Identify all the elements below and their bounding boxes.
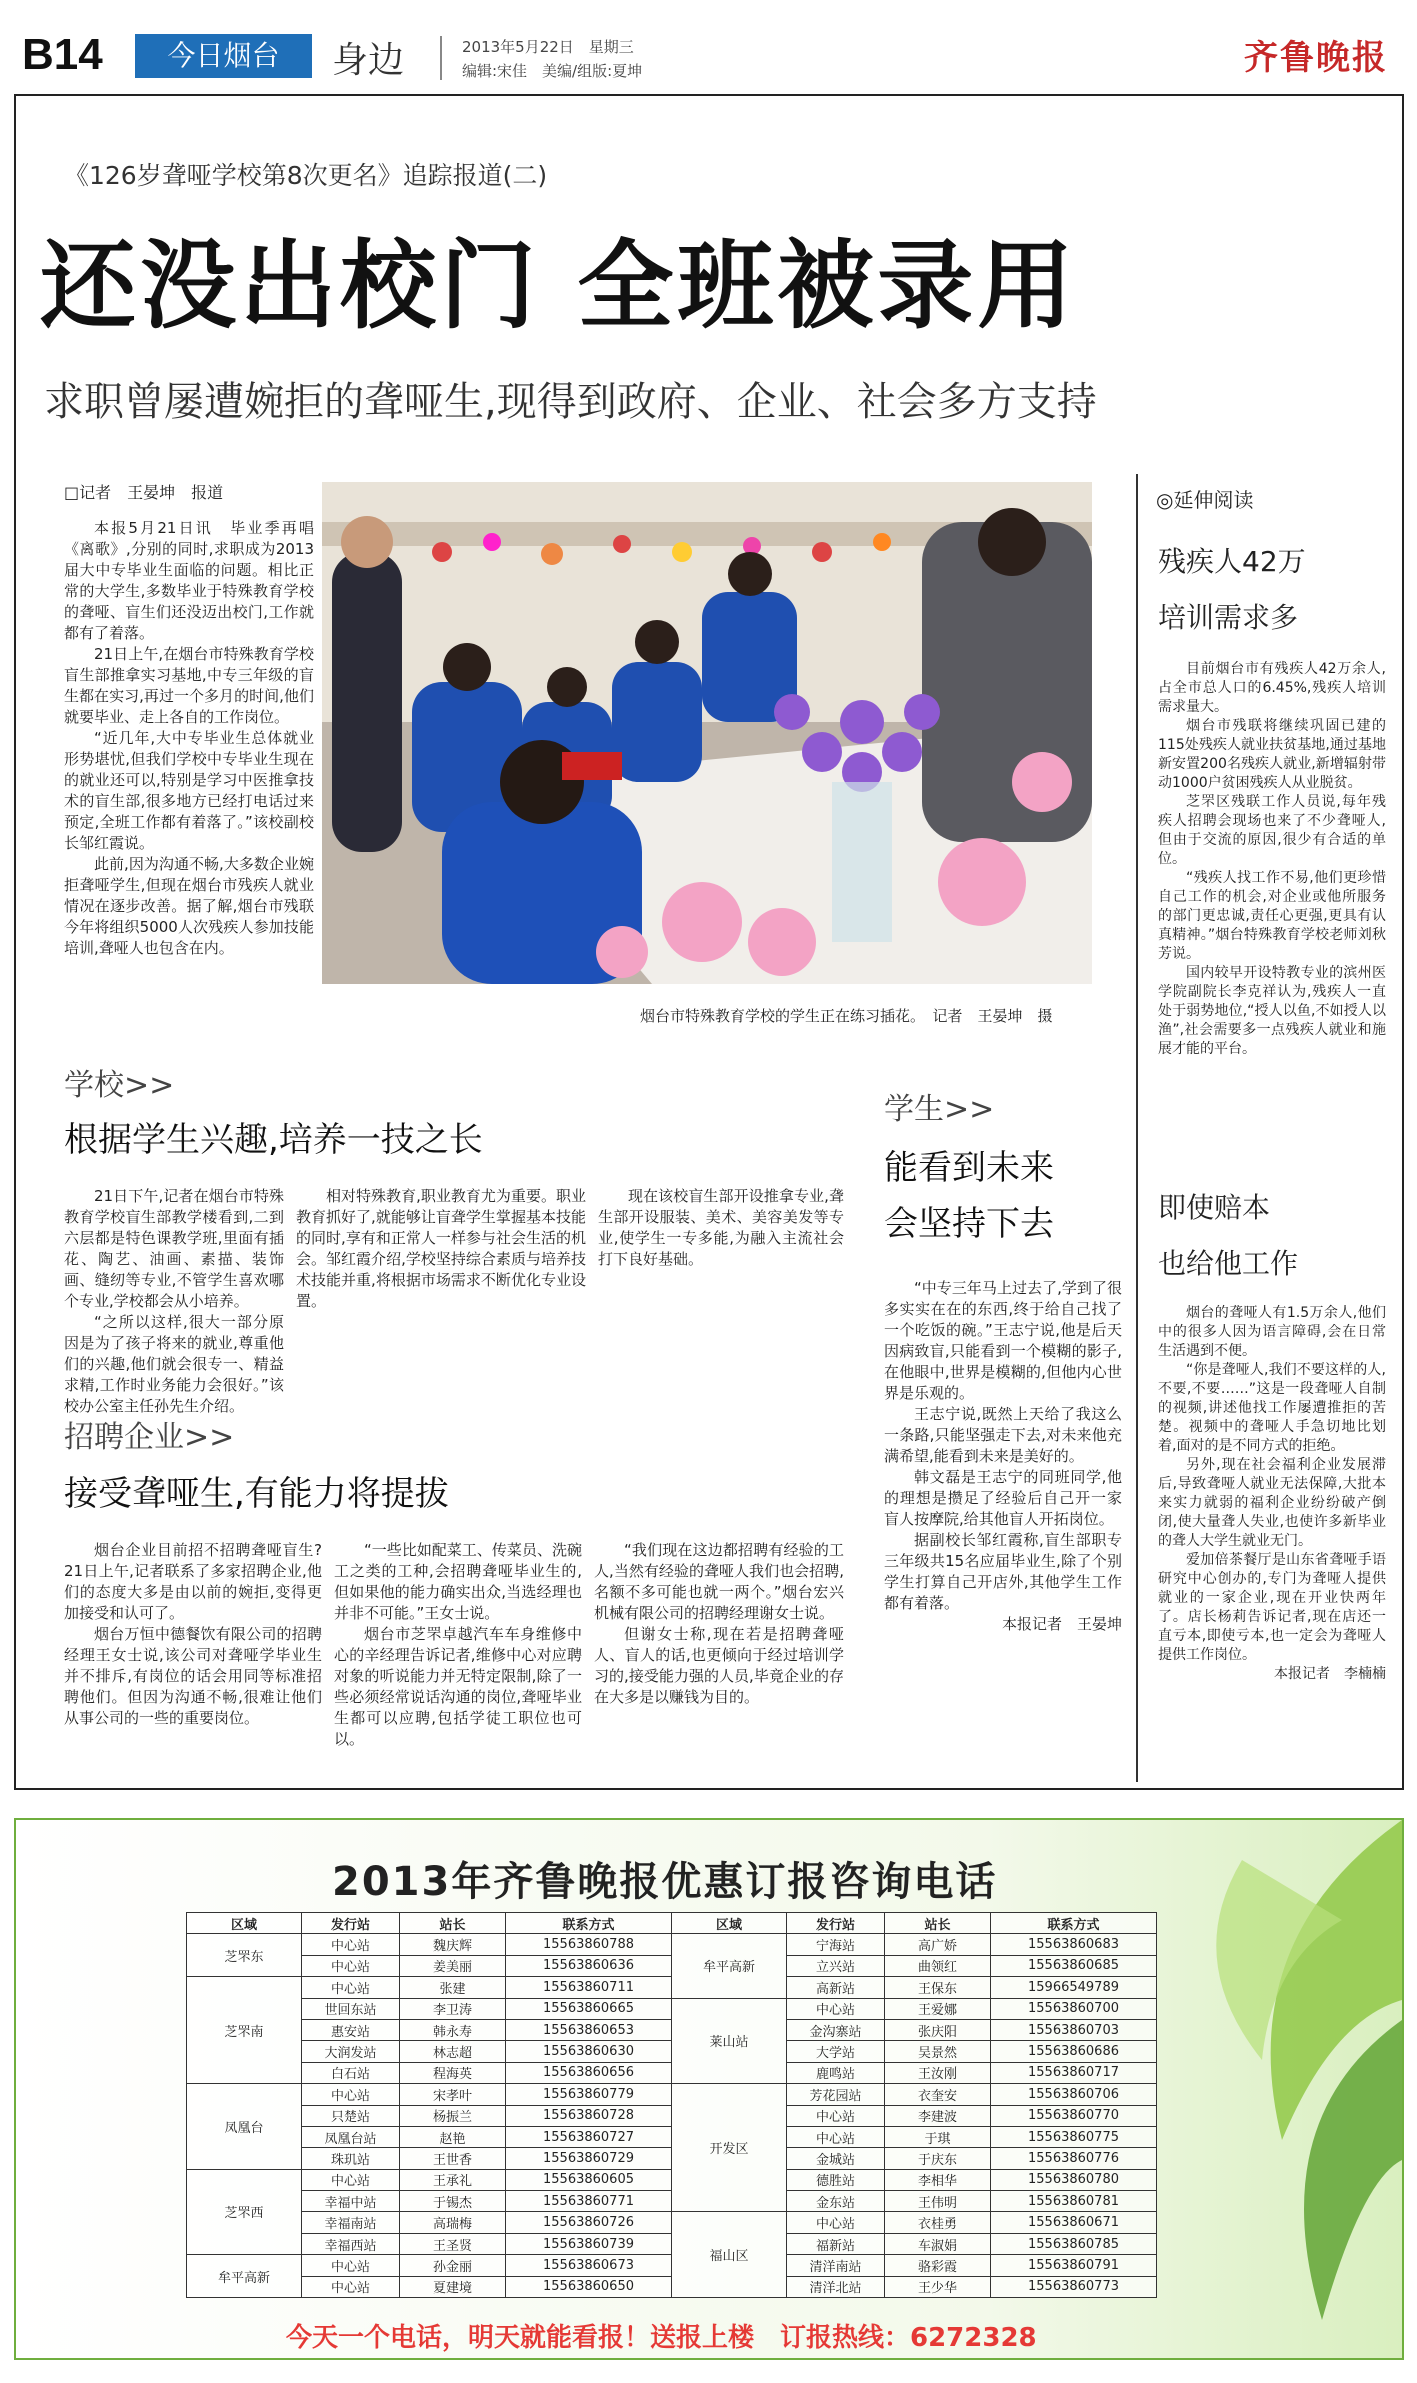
station-cell: 金沟寨站 (787, 2019, 885, 2040)
sidebar-heading-1a: 残疾人42万 (1158, 545, 1306, 578)
paragraph: 芝罘区残联工作人员说,每年残疾人招聘会现场也来了不少聋哑人,但由于交流的原因,很少有合适的单位。 (1158, 794, 1386, 867)
section-heading-school: 根据学生兴趣,培养一技之长 (64, 1120, 483, 1160)
article-byline: □记者 王晏坤 报道 (64, 483, 224, 502)
table-row (187, 2084, 1157, 2105)
manager-cell: 魏庆辉 (400, 1934, 506, 1955)
station-cell: 惠安站 (302, 2019, 400, 2040)
manager-cell: 孙金丽 (400, 2255, 506, 2276)
phone-cell: 15563860729 (506, 2148, 672, 2169)
manager-cell: 衣奎安 (885, 2084, 991, 2105)
section-school-col1 (64, 1186, 284, 1417)
phone-cell: 15563860673 (506, 2255, 672, 2276)
manager-cell: 李卫涛 (400, 1998, 506, 2019)
phone-cell: 15563860685 (991, 1955, 1157, 1976)
section-employers-col1 (64, 1540, 322, 1729)
section-school-col2 (296, 1186, 586, 1312)
section-tag-school: 学校>> (64, 1068, 175, 1103)
column-header: 站长 (885, 1913, 991, 1934)
station-cell: 中心站 (787, 1998, 885, 2019)
lead-column (64, 518, 314, 959)
station-cell: 中心站 (787, 2105, 885, 2126)
table-header-row (187, 1913, 1157, 1934)
manager-cell: 王伟明 (885, 2191, 991, 2212)
area-cell: 芝罘西 (187, 2169, 302, 2255)
area-cell: 莱山站 (672, 1998, 787, 2084)
table-row (187, 2212, 1157, 2233)
station-cell: 中心站 (302, 1977, 400, 1998)
phone-cell: 15563860770 (991, 2105, 1157, 2126)
ad-title: 2013年齐鲁晚报优惠订报咨询电话 (332, 1859, 998, 1905)
manager-cell: 王保东 (885, 1977, 991, 1998)
section-school-col3 (598, 1186, 844, 1270)
area-cell: 芝罘东 (187, 1934, 302, 1977)
paragraph: “一些比如配菜工、传菜员、洗碗工之类的工种,会招聘聋哑毕业生的,但如果他的能力确实出众,当选经理也并非不可能。”王女士说。 (334, 1541, 582, 1622)
phone-cell: 15563860665 (506, 1998, 672, 2019)
phone-cell: 15563860739 (506, 2233, 672, 2254)
paragraph: 爱加倍茶餐厅是山东省聋哑手语研究中心创办的,专门为聋哑人提供就业的一家企业,现在开业快两年了。店长杨莉告诉记者,现在店还一直亏本,即使亏本,也一定会为聋哑人提供工作岗位。 (1158, 1552, 1386, 1663)
phone-cell: 15563860656 (506, 2062, 672, 2083)
station-cell: 高新站 (787, 1977, 885, 1998)
paragraph: 目前烟台市有残疾人42万余人,占全市总人口的6.45%,残疾人培训需求量大。 (1158, 661, 1386, 715)
section-tag-students: 学生>> (884, 1092, 995, 1127)
subscription-ad (14, 1818, 1404, 2360)
phone-cell: 15563860779 (506, 2084, 672, 2105)
sidebar-body-1 (1158, 660, 1386, 1059)
area-cell: 芝罘南 (187, 1977, 302, 2084)
column-header: 联系方式 (991, 1913, 1157, 1934)
station-cell: 幸福南站 (302, 2212, 400, 2233)
manager-cell: 王承礼 (400, 2169, 506, 2190)
phone-cell: 15966549789 (991, 1977, 1157, 1998)
station-cell: 鹿鸣站 (787, 2062, 885, 2083)
paragraph: 本报5月21日讯 毕业季再唱《离歌》,分别的同时,求职成为2013届大中专毕业生面临的问题。相比正常的大学生,多数毕业于特殊教育学校的聋哑、盲生们还没迈出校门,工作就都有了着落。 (64, 519, 314, 642)
header-divider (440, 36, 442, 80)
paragraph: 相对特殊教育,职业教育尤为重要。职业教育抓好了,就能够让盲聋学生掌握基本技能的同时,享有和正常人一样参与社会生活的机会。邹红霞介绍,学校坚持综合素质与培养技术技能并重,将根据市场需求不断优化专业设置。 (296, 1187, 586, 1310)
paragraph: “中专三年马上过去了,学到了很多实实在在的东西,终于给自己找了一个吃饭的碗。”王志宁说,他是后天因病致盲,只能看到一个模糊的影子,在他眼中,世界是模糊的,但他内心世界是乐观的。 (884, 1279, 1122, 1402)
paragraph: “残疾人找工作不易,他们更珍惜自己工作的机会,对企业或他所服务的部门更忠诚,责任心更强,更具有认真精神。”烟台特殊教育学校老师刘秋芳说。 (1158, 870, 1386, 962)
manager-cell: 李建波 (885, 2105, 991, 2126)
phone-cell: 15563860791 (991, 2255, 1157, 2276)
phone-cell: 15563860788 (506, 1934, 672, 1955)
manager-cell: 于琪 (885, 2126, 991, 2147)
manager-cell: 姜美丽 (400, 1955, 506, 1976)
station-cell: 幸福中站 (302, 2191, 400, 2212)
flower-class-photo (322, 482, 1092, 984)
page-number: B14 (22, 30, 103, 79)
station-cell: 福新站 (787, 2233, 885, 2254)
phone-cell: 15563860781 (991, 2191, 1157, 2212)
station-cell: 中心站 (302, 2276, 400, 2297)
phone-cell: 15563860636 (506, 1955, 672, 1976)
station-cell: 中心站 (302, 1955, 400, 1976)
paragraph: 烟台万恒中德餐饮有限公司的招聘经理王女士说,该公司对聋哑学毕业生并不排斥,有岗位的话会用同等标准招聘他们。但因为沟通不畅,很难让他们从事公司的一些的重要岗位。 (64, 1625, 322, 1727)
area-cell: 凤凰台 (187, 2084, 302, 2170)
phone-cell: 15563860726 (506, 2212, 672, 2233)
paragraph: 王志宁说,既然上天给了我这么一条路,只能坚强走下去,对未来他充满希望,能看到未来是美好的。 (884, 1405, 1122, 1465)
manager-cell: 衣桂勇 (885, 2212, 991, 2233)
table-row (187, 1998, 1157, 2019)
station-cell: 金城站 (787, 2148, 885, 2169)
section-tag-employers: 招聘企业>> (64, 1420, 235, 1455)
manager-cell: 张庆阳 (885, 2019, 991, 2040)
editor-credits: 编辑:宋佳 美编/组版:夏坤 (462, 62, 643, 80)
phone-cell: 15563860671 (991, 2212, 1157, 2233)
area-cell: 牟平高新 (672, 1934, 787, 1998)
station-cell: 中心站 (787, 2212, 885, 2233)
paragraph: 韩文磊是王志宁的同班同学,他的理想是攒足了经验后自己开一家盲人按摩院,给其他盲人开拓岗位。 (884, 1468, 1122, 1528)
station-cell: 大润发站 (302, 2041, 400, 2062)
station-cell: 德胜站 (787, 2169, 885, 2190)
station-cell: 金东站 (787, 2191, 885, 2212)
manager-cell: 夏建境 (400, 2276, 506, 2297)
section-heading-students-1: 能看到未来 (884, 1148, 1054, 1188)
sidebar-body-2 (1158, 1304, 1386, 1684)
section-heading-students-2: 会坚持下去 (884, 1204, 1054, 1244)
station-cell: 中心站 (302, 2169, 400, 2190)
newspaper-logo: 齐鲁晚报 (1244, 38, 1388, 78)
column-header: 发行站 (787, 1913, 885, 1934)
column-header: 联系方式 (506, 1913, 672, 1934)
phone-cell: 15563860711 (506, 1977, 672, 1998)
manager-cell: 王汝刚 (885, 2062, 991, 2083)
paragraph: 现在该校盲生部开设推拿专业,聋生部开设服装、美术、美容美发等专业,使学生一专多能,为融入主流社会打下良好基础。 (598, 1187, 844, 1268)
section-heading-employers: 接受聋哑生,有能力将提拔 (64, 1474, 449, 1514)
photo-illustration (322, 482, 1092, 984)
station-cell: 中心站 (302, 1934, 400, 1955)
station-cell: 中心站 (787, 2126, 885, 2147)
manager-cell: 王爱娜 (885, 1998, 991, 2019)
manager-cell: 张建 (400, 1977, 506, 1998)
table-row (187, 1934, 1157, 1955)
column-header: 站长 (400, 1913, 506, 1934)
page-header (22, 30, 1398, 90)
phone-cell: 15563860776 (991, 2148, 1157, 2169)
phone-cell: 15563860771 (506, 2191, 672, 2212)
phone-cell: 15563860653 (506, 2019, 672, 2040)
column-header: 区域 (187, 1913, 302, 1934)
paragraph: 此前,因为沟通不畅,大多数企业婉拒聋哑学生,但现在烟台市残疾人就业情况在逐步改善。据了解,烟台市残联今年将组织5000人次残疾人参加技能培训,聋哑人也包含在内。 (64, 855, 314, 957)
manager-cell: 韩永寿 (400, 2019, 506, 2040)
phone-cell: 15563860717 (991, 2062, 1157, 2083)
column-header: 区域 (672, 1913, 787, 1934)
column-badge: 今日烟台 (135, 34, 312, 78)
reporter-signature: 本报记者 李楠楠 (1274, 1666, 1386, 1682)
area-cell: 开发区 (672, 2084, 787, 2212)
manager-cell: 赵艳 (400, 2126, 506, 2147)
paragraph: 烟台的聋哑人有1.5万余人,他们中的很多人因为语言障碍,会在日常生活遇到不便。 (1158, 1305, 1386, 1359)
station-cell: 清洋南站 (787, 2255, 885, 2276)
manager-cell: 曲领红 (885, 1955, 991, 1976)
ad-hotline: 今天一个电话，明天就能看报！送报上楼 订报热线：6272328 (286, 2323, 1037, 2353)
section-employers-col3 (594, 1540, 844, 1708)
manager-cell: 王世香 (400, 2148, 506, 2169)
manager-cell: 王少华 (885, 2276, 991, 2297)
phone-cell: 15563860727 (506, 2126, 672, 2147)
station-cell: 大学站 (787, 2041, 885, 2062)
phone-cell: 15563860700 (991, 1998, 1157, 2019)
manager-cell: 宋孝叶 (400, 2084, 506, 2105)
reporter-signature: 本报记者 王晏坤 (1001, 1615, 1122, 1633)
article-kicker: 《126岁聋哑学校第8次更名》追踪报道(二) (64, 161, 548, 190)
section-students-body (884, 1278, 1122, 1635)
station-cell: 立兴站 (787, 1955, 885, 1976)
manager-cell: 于庆东 (885, 2148, 991, 2169)
manager-cell: 高瑞梅 (400, 2212, 506, 2233)
station-cell: 只楚站 (302, 2105, 400, 2126)
station-cell: 世回东站 (302, 1998, 400, 2019)
manager-cell: 杨振兰 (400, 2105, 506, 2126)
issue-date: 2013年5月22日 星期三 (462, 38, 634, 56)
paragraph: 国内较早开设特教专业的滨州医学院副院长李克祥认为,残疾人一直处于弱势地位,“授人以鱼,不如授人以渔”,社会需要多一点残疾人就业和施展才能的平台。 (1158, 965, 1386, 1057)
photo-caption: 烟台市特殊教育学校的学生正在练习插花。 记者 王晏坤 摄 (640, 1007, 1053, 1025)
phone-cell: 15563860686 (991, 2041, 1157, 2062)
sidebar-divider (1136, 474, 1138, 1782)
paragraph: 烟台市残联将继续巩固已建的115处残疾人就业扶贫基地,通过基地新安置200名残疾人就业,新增辐射带动1000户贫困残疾人从业脱贫。 (1158, 718, 1386, 791)
station-cell: 宁海站 (787, 1934, 885, 1955)
manager-cell: 于锡杰 (400, 2191, 506, 2212)
article-headline: 还没出校门 全班被录用 (40, 230, 1078, 342)
phone-cell: 15563860728 (506, 2105, 672, 2126)
paragraph: 据副校长邹红霞称,盲生部职专三年级共15名应届毕业生,除了个别学生打算自己开店外,其他学生工作都有着落。 (884, 1531, 1122, 1612)
phone-cell: 15563860605 (506, 2169, 672, 2190)
manager-cell: 王圣贤 (400, 2233, 506, 2254)
station-cell: 珠玑站 (302, 2148, 400, 2169)
manager-cell: 林志超 (400, 2041, 506, 2062)
station-cell: 白石站 (302, 2062, 400, 2083)
area-cell: 福山区 (672, 2212, 787, 2298)
paragraph: “我们现在这边都招聘有经验的工人,当然有经验的聋哑人我们也会招聘,名额不多可能也就一两个。”烟台宏兴机械有限公司的招聘经理谢女士说。 (594, 1541, 844, 1622)
phone-cell: 15563860703 (991, 2019, 1157, 2040)
related-reading-tag: ◎延伸阅读 (1156, 488, 1254, 512)
column-header: 发行站 (302, 1913, 400, 1934)
phone-cell: 15563860650 (506, 2276, 672, 2297)
phone-cell: 15563860773 (991, 2276, 1157, 2297)
phone-cell: 15563860775 (991, 2126, 1157, 2147)
section-name: 身边 (332, 40, 405, 81)
station-cell: 幸福西站 (302, 2233, 400, 2254)
manager-cell: 李相华 (885, 2169, 991, 2190)
sidebar-heading-2a: 即使赔本 (1158, 1191, 1271, 1224)
manager-cell: 骆彩霞 (885, 2255, 991, 2276)
paragraph: 但谢女士称,现在若是招聘聋哑人、盲人的话,也更倾向于经过培训学习的,接受能力强的人员,毕竟企业的存在大多是以赚钱为目的。 (594, 1625, 844, 1706)
phone-cell: 15563860683 (991, 1934, 1157, 1955)
station-cell: 清洋北站 (787, 2276, 885, 2297)
subscription-phone-table (186, 1912, 1157, 2298)
phone-cell: 15563860785 (991, 2233, 1157, 2254)
station-cell: 凤凰台站 (302, 2126, 400, 2147)
article-subhead: 求职曾屡遭婉拒的聋哑生,现得到政府、企业、社会多方支持 (44, 379, 1097, 425)
paragraph: 21日上午,在烟台市特殊教育学校盲生部推拿实习基地,中专三年级的盲生都在实习,再过一个多月的时间,他们就要毕业、走上各自的工作岗位。 (64, 645, 314, 726)
phone-cell: 15563860706 (991, 2084, 1157, 2105)
sidebar-heading-1b: 培训需求多 (1158, 601, 1299, 634)
paragraph: “你是聋哑人,我们不要这样的人,不要,不要……”这是一段聋哑人自制的视频,讲述他找工作屡遭推拒的苦楚。视频中的聋哑人手急切地比划着,面对的是不同方式的拒绝。 (1158, 1362, 1386, 1454)
paragraph: 烟台企业目前招不招聘聋哑盲生?21日上午,记者联系了多家招聘企业,他们的态度大多是由以前的婉拒,变得更加接受和认可了。 (64, 1541, 322, 1622)
area-cell: 牟平高新 (187, 2255, 302, 2298)
sidebar-heading-2b: 也给他工作 (1158, 1247, 1299, 1280)
manager-cell: 吴景然 (885, 2041, 991, 2062)
paragraph: “之所以这样,很大一部分原因是为了孩子将来的就业,尊重他们的兴趣,他们就会很专一、精益求精,工作时业务能力会很好。”该校办公室主任孙先生介绍。 (64, 1313, 284, 1415)
station-cell: 芳花园站 (787, 2084, 885, 2105)
paragraph: “近几年,大中专毕业生总体就业形势堪忧,但我们学校中专毕业生现在的就业还可以,特别是学习中医推拿技术的盲生部,很多地方已经打电话过来预定,全班工作都有着落了。”该校副校长邹红霞说。 (64, 729, 314, 852)
section-employers-col2 (334, 1540, 582, 1750)
manager-cell: 高广娇 (885, 1934, 991, 1955)
manager-cell: 车淑娟 (885, 2233, 991, 2254)
paragraph: 另外,现在社会福利企业发展滞后,导致聋哑人就业无法保障,大批本来实力就弱的福利企业纷纷破产倒闭,使大量聋人失业,也使许多新毕业的聋人大学生就业无门。 (1158, 1457, 1386, 1549)
paragraph: 烟台市芝罘卓越汽车车身维修中心的辛经理告诉记者,维修中心对应聘对象的听说能力并无特定限制,除了一些必须经常说话沟通的岗位,聋哑毕业生都可以应聘,包括学徒工职位也可以。 (334, 1625, 582, 1748)
station-cell: 中心站 (302, 2255, 400, 2276)
phone-cell: 15563860780 (991, 2169, 1157, 2190)
station-cell: 中心站 (302, 2084, 400, 2105)
manager-cell: 程海英 (400, 2062, 506, 2083)
phone-cell: 15563860630 (506, 2041, 672, 2062)
paragraph: 21日下午,记者在烟台市特殊教育学校盲生部教学楼看到,二到六层都是特色课教学班,里面有插花、陶艺、油画、素描、装饰画、缝纫等专业,不管学生喜欢哪个专业,学校都会从小培养。 (64, 1187, 284, 1310)
